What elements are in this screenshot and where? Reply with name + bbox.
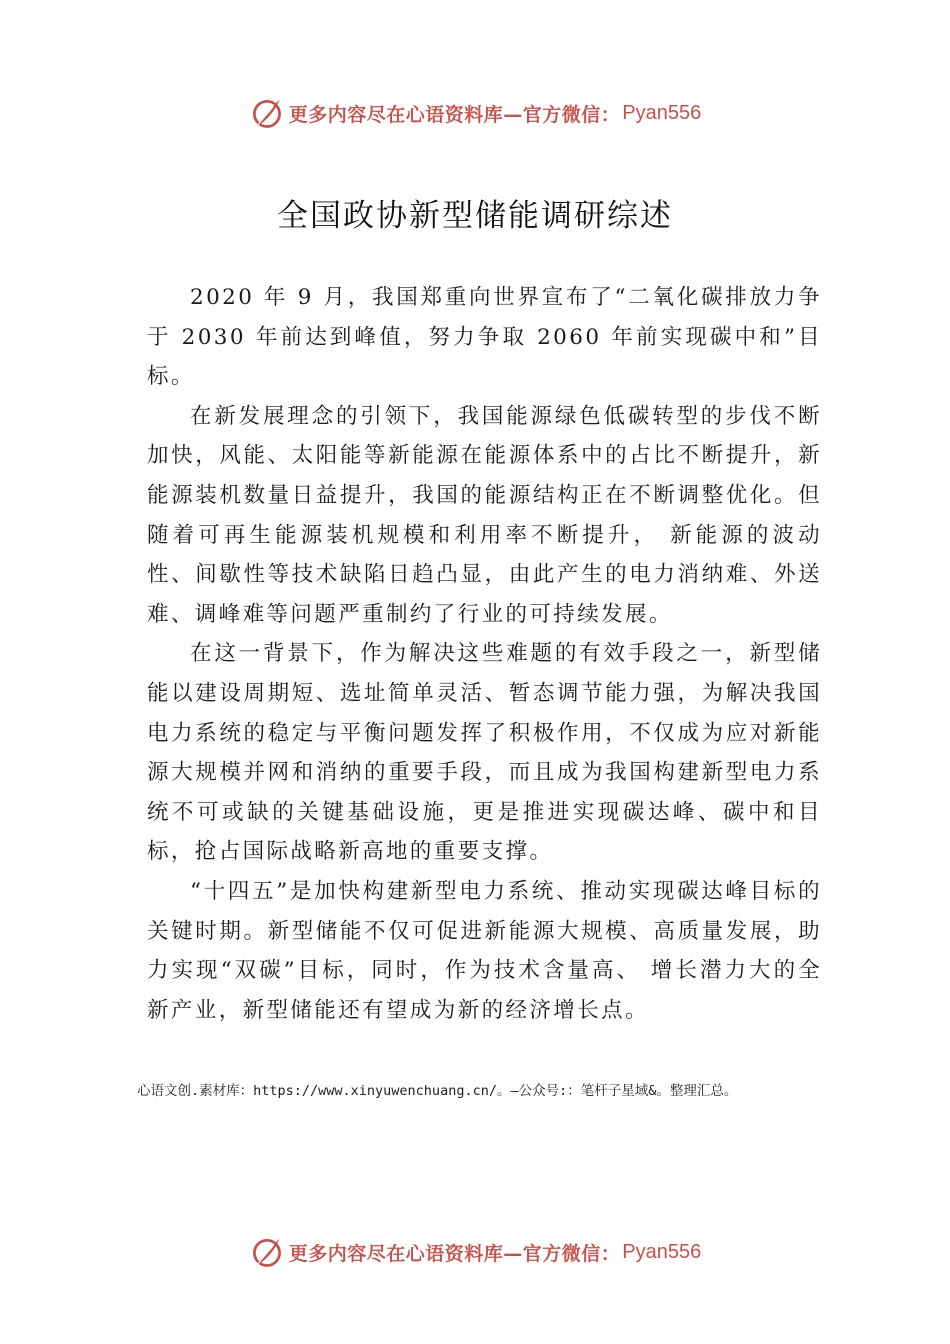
document-title: 全国政协新型储能调研综述 [277, 198, 673, 234]
document-body [147, 278, 822, 1030]
bottom-banner [0, 1232, 950, 1272]
banner-wechat-id: Pyan556 [622, 101, 702, 124]
feather-pen-logo-icon [249, 1234, 285, 1270]
paragraph: 在这一背景下，作为解决这些难题的有效手段之一，新型储能以建设周期短、选址简单灵活、暂态调节能力强，为解决我国电力系统的稳定与平衡问题发挥了积极作用，不仅成为应对新能源大规模并网和消纳的重要手段，而且成为我国构建新型电力系统不可或缺的关键基础设施，更是推进实现碳达峰、碳中和目标，抢占国际战略新高地的重要支撑。 [147, 641, 822, 865]
source-note: 心语文创.素材库：https://www.xinyuwenchuang.cn/。—公众号:：笔杆子星域&。整理汇总。 [137, 1083, 738, 1099]
paragraph: 在新发展理念的引领下，我国能源绿色低碳转型的步伐不断加快，风能、太阳能等新能源在能源体系中的占比不断提升，新能源装机数量日益提升，我国的能源结构正在不断调整优化。但随着可再生能源装机规模和利用率不断提升， 新能源的波动性、间歇性等技术缺陷日趋凸显，由此产生的电力消纳难、外送难、调峰难等问题严重制约了行业的可持续发展。 [147, 403, 822, 627]
top-banner [0, 93, 950, 133]
paragraph: 2020 年 9 月，我国郑重向世界宣布了“二氧化碳排放力争于 2030 年前达到峰值，努力争取 2060 年前实现碳中和”目标。 [147, 285, 822, 390]
banner-text: 更多内容尽在心语资料库—官方微信： [288, 103, 621, 126]
banner-text: 更多内容尽在心语资料库—官方微信： [288, 1242, 621, 1265]
paragraph: “十四五”是加快构建新型电力系统、推动实现碳达峰目标的关键时期。新型储能不仅可促进新能源大规模、高质量发展，助力实现“双碳”目标，同时，作为技术含量高、 增长潜力大的全新产业，新型储能还有望成为新的经济增长点。 [147, 878, 822, 1023]
banner-wechat-id: Pyan556 [622, 1240, 702, 1263]
feather-pen-logo-icon [249, 95, 285, 131]
